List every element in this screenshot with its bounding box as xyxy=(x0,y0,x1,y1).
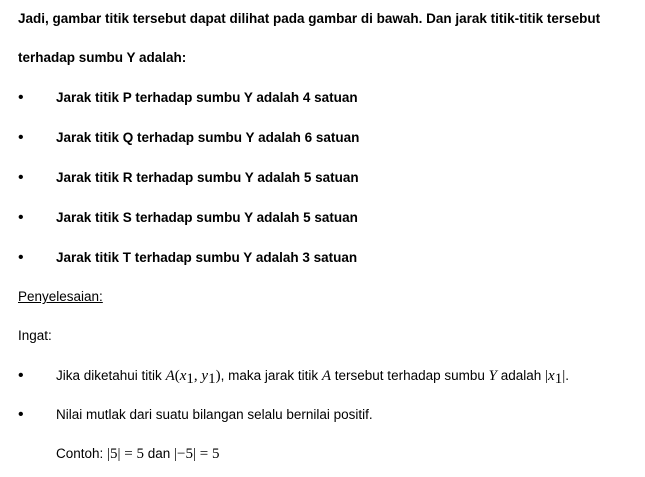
rule1-end: . xyxy=(565,368,569,383)
abs-x-var: x xyxy=(548,368,555,384)
bullet: • xyxy=(18,89,24,106)
x-subscript: 1 xyxy=(186,371,194,387)
bullet: • xyxy=(18,129,24,146)
example-expr-1: |5| = 5 xyxy=(107,446,145,462)
axis-symbol: Y xyxy=(488,368,497,384)
bullet: • xyxy=(18,209,24,226)
rule1-adalah: adalah xyxy=(496,368,546,383)
bullet: • xyxy=(18,249,24,266)
x-var: x xyxy=(179,368,187,384)
paren-close: ) xyxy=(215,368,221,384)
rule1-prefix: Jika diketahui titik xyxy=(56,368,166,383)
y-subscript: 1 xyxy=(208,371,216,387)
point-symbol-2: A xyxy=(321,368,332,384)
bullet: • xyxy=(18,406,24,423)
comma: , xyxy=(193,368,202,384)
rule1-middle: , maka jarak titik xyxy=(220,368,322,383)
intro-line-2: terhadap sumbu Y adalah: xyxy=(18,50,187,65)
list-item: Jarak titik R terhadap sumbu Y adalah 5 satuan xyxy=(56,170,359,185)
rule1-after: tersebut terhadap sumbu xyxy=(331,368,489,383)
example-line xyxy=(56,445,219,463)
abs-x-subscript: 1 xyxy=(554,371,563,387)
y-var: y xyxy=(201,368,209,384)
intro-line-1: Jadi, gambar titik tersebut dapat dilihat pada gambar di bawah. Dan jarak titik-titik tersebut xyxy=(18,11,601,26)
paren-open: ( xyxy=(174,368,180,384)
example-label: Contoh: xyxy=(56,446,108,461)
example-conjunction: dan xyxy=(144,446,175,461)
abs-close: | xyxy=(562,368,566,384)
solution-heading: Penyelesaian: xyxy=(18,289,103,304)
recall-label: Ingat: xyxy=(18,328,52,343)
list-item: Jarak titik Q terhadap sumbu Y adalah 6 satuan xyxy=(56,130,360,145)
list-item: Jarak titik S terhadap sumbu Y adalah 5 satuan xyxy=(56,210,358,225)
point-symbol: A xyxy=(165,368,175,384)
bullet: • xyxy=(18,169,24,186)
abs-open: | xyxy=(545,368,549,384)
list-item: Jarak titik P terhadap sumbu Y adalah 4 satuan xyxy=(56,90,358,105)
bullet: • xyxy=(18,367,24,384)
rule-coordinate-distance xyxy=(56,367,569,388)
example-expr-2: |−5| = 5 xyxy=(174,446,220,462)
rule-absolute-value: Nilai mutlak dari suatu bilangan selalu bernilai positif. xyxy=(56,407,373,422)
list-item: Jarak titik T terhadap sumbu Y adalah 3 satuan xyxy=(56,250,358,265)
